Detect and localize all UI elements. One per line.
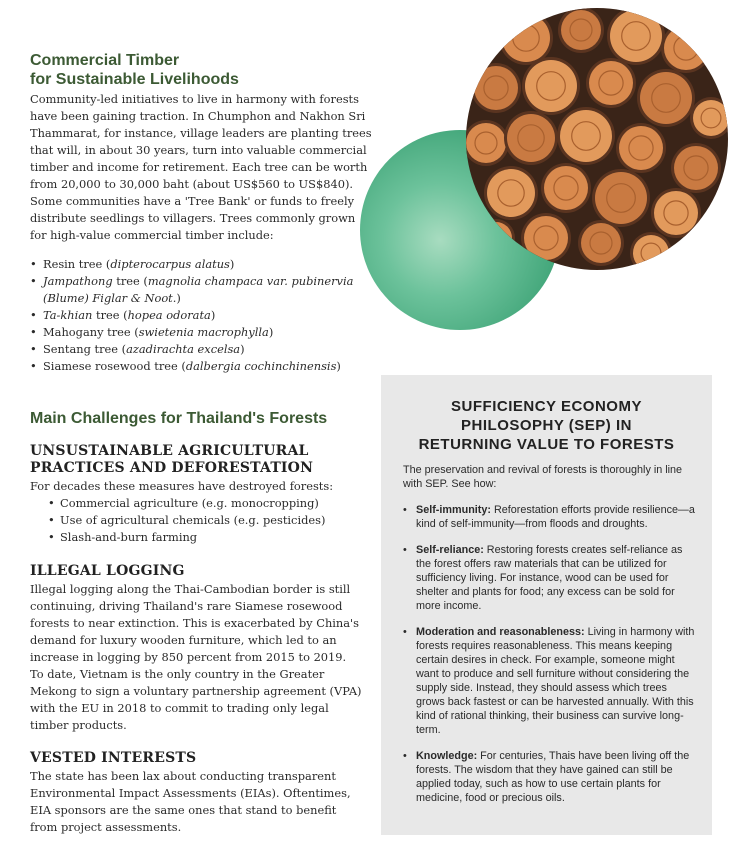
species-scientific-name: Ta-khian xyxy=(43,308,93,322)
species-item xyxy=(30,358,360,375)
species-item xyxy=(30,307,360,324)
practice-item: • Use of agricultural chemicals (e.g. pesticides) xyxy=(48,512,350,529)
sep-item-text: Reforestation efforts provide resilience—a kind of self-immunity—from floods and droughts. xyxy=(416,504,695,530)
species-item xyxy=(30,273,360,307)
species-scientific-name: dalbergia cochinchinensis xyxy=(185,359,337,373)
illegal-logging-heading: ILLEGAL LOGGING xyxy=(30,563,185,579)
sep-item-label: Moderation and reasonableness: xyxy=(416,626,585,638)
species-item xyxy=(30,256,360,273)
log-end xyxy=(630,232,672,270)
species-scientific-name: magnolia champaca var. pubinervia (Blume) Figlar & Noot. xyxy=(43,274,354,305)
logs-illustration xyxy=(466,8,728,270)
timber-logs-photo xyxy=(466,8,728,270)
log-end xyxy=(522,57,580,115)
species-text: Mahogany tree ( xyxy=(43,325,139,339)
title-line-2: for Sustainable Livelihoods xyxy=(30,71,239,88)
intro-paragraph: Community-led initiatives to live in harmony with forests have been gaining traction. In Chumphon and Nakhon Sri Thammarat, for instance, village leaders are planting trees that will, in about 30 years, turn into valuable commercial timber and income for retirement. Each tree can be worth from 20,000 to 30,000 baht (about US$560 to US$840). Some communities have a 'Tree Bank' or funds to freely distribute seedlings to villagers. Trees commonly grown for high-value commercial timber include: xyxy=(30,92,372,242)
illegal-logging-body: Illegal logging along the Thai-Cambodian border is still continuing, driving Thailand's rare Siamese rosewood forests to near extinction. This is exacerbated by China's demand for luxury wooden furniture, which led to an increase in logging by 850 percent from 2015 to 2019. To date, Vietnam is the only country in the Greater Mekong to sign a voluntary partnership agreement (VPA) with the EU in 2018 to commit to trading only legal timber products. xyxy=(30,582,362,732)
title-line-1: Commercial Timber xyxy=(30,52,180,69)
unsustainable-heading-line-2: PRACTICES AND DEFORESTATION xyxy=(30,460,314,476)
sep-item-label: Knowledge: xyxy=(416,750,478,762)
sep-item-text: For centuries, Thais have been living off the forests. The wisdom that they have gained can still be applied today, such as how to use certain plants for medicine, food or precious oils. xyxy=(416,750,690,804)
log-end xyxy=(578,220,624,266)
species-list xyxy=(30,256,360,375)
species-text: ) xyxy=(268,325,274,339)
log-end xyxy=(557,107,615,165)
log-end xyxy=(637,69,695,127)
sep-item xyxy=(403,543,695,613)
sep-sidebar-box xyxy=(381,375,712,835)
species-text: Resin tree ( xyxy=(43,257,111,271)
sep-item-label: Self-immunity: xyxy=(416,504,491,516)
species-text: ) xyxy=(176,291,181,305)
sep-item-text: Living in harmony with forests requires reasonableness. This means keeping certain desires in check. For example, someone might want to produce and sell furniture without considering the supply side. Instead, they should assess which trees grows back fastest or can be harvested annually. With this kind of rational thinking, their business can survive long-term. xyxy=(416,626,695,736)
log-end xyxy=(558,8,604,53)
log-end xyxy=(690,97,728,139)
log-end xyxy=(661,23,711,73)
species-text: tree ( xyxy=(92,308,128,322)
log-end xyxy=(651,188,701,238)
practice-item: • Slash-and-burn farming xyxy=(48,529,350,546)
sep-title-line-2: PHILOSOPHY (SEP) IN xyxy=(461,417,632,434)
species-item xyxy=(30,324,360,341)
species-text: ) xyxy=(229,257,235,271)
unsustainable-heading xyxy=(30,443,350,477)
practice-item: • Commercial agriculture (e.g. monocropping) xyxy=(48,495,350,512)
unsustainable-heading-line-1: UNSUSTAINABLE AGRICULTURAL xyxy=(30,443,309,459)
challenges-title: Main Challenges for Thailand's Forests xyxy=(30,410,328,427)
vested-interests-body: The state has been lax about conducting transparent Environmental Impact Assessments (EIAs). Oftentimes, EIA sponsors are the same ones that stand to benefit from project assessments. xyxy=(30,769,351,834)
species-scientific-name: Jampathong xyxy=(43,274,113,288)
log-end xyxy=(616,123,666,173)
unsustainable-body: For decades these measures have destroyed forests: xyxy=(30,479,334,493)
commercial-timber-section xyxy=(30,51,375,244)
species-text: ) xyxy=(240,342,245,356)
sep-title xyxy=(381,397,712,454)
species-scientific-name: dipterocarpus alatus xyxy=(110,257,230,271)
log-end xyxy=(499,11,553,65)
illegal-logging-section xyxy=(30,563,362,734)
species-item xyxy=(30,341,360,358)
log-end xyxy=(607,8,665,65)
log-end xyxy=(466,120,509,166)
species-text: ) xyxy=(210,308,216,322)
log-end xyxy=(484,166,538,220)
sep-title-line-1: SUFFICIENCY ECONOMY xyxy=(451,398,642,415)
log-end xyxy=(671,143,721,193)
unsustainable-section xyxy=(30,443,350,546)
vested-interests-heading: VESTED INTERESTS xyxy=(30,750,197,766)
sep-body xyxy=(403,463,695,817)
sep-item xyxy=(403,503,695,531)
sep-item-label: Self-reliance: xyxy=(416,544,484,556)
log-end xyxy=(471,63,521,113)
vested-interests-section xyxy=(30,750,362,836)
log-end xyxy=(541,163,591,213)
species-scientific-name: swietenia macrophylla xyxy=(138,325,269,339)
sep-list xyxy=(403,503,695,805)
sep-item-text: Restoring forests creates self-reliance as the forest offers raw materials that can be utilized for sufficiency living. For instance, wood can be used for shelter and plants for food; any excess can be sold for more income. xyxy=(416,544,683,612)
sep-title-line-3: RETURNING VALUE TO FORESTS xyxy=(418,436,675,453)
log-end xyxy=(504,111,558,165)
species-text: tree ( xyxy=(112,274,148,288)
species-text: ) xyxy=(336,359,341,373)
sep-intro: The preservation and revival of forests is thoroughly in line with SEP. See how: xyxy=(403,464,683,490)
species-text: Siamese rosewood tree ( xyxy=(43,359,186,373)
log-end xyxy=(592,169,650,227)
sep-item xyxy=(403,749,695,805)
species-scientific-name: azadirachta excelsa xyxy=(126,342,241,356)
log-end xyxy=(586,58,636,108)
unsustainable-list xyxy=(30,495,350,546)
sep-item xyxy=(403,625,695,737)
commercial-timber-title xyxy=(30,51,375,89)
species-scientific-name: hopea odorata xyxy=(127,308,211,322)
species-text: Sentang tree ( xyxy=(43,342,127,356)
